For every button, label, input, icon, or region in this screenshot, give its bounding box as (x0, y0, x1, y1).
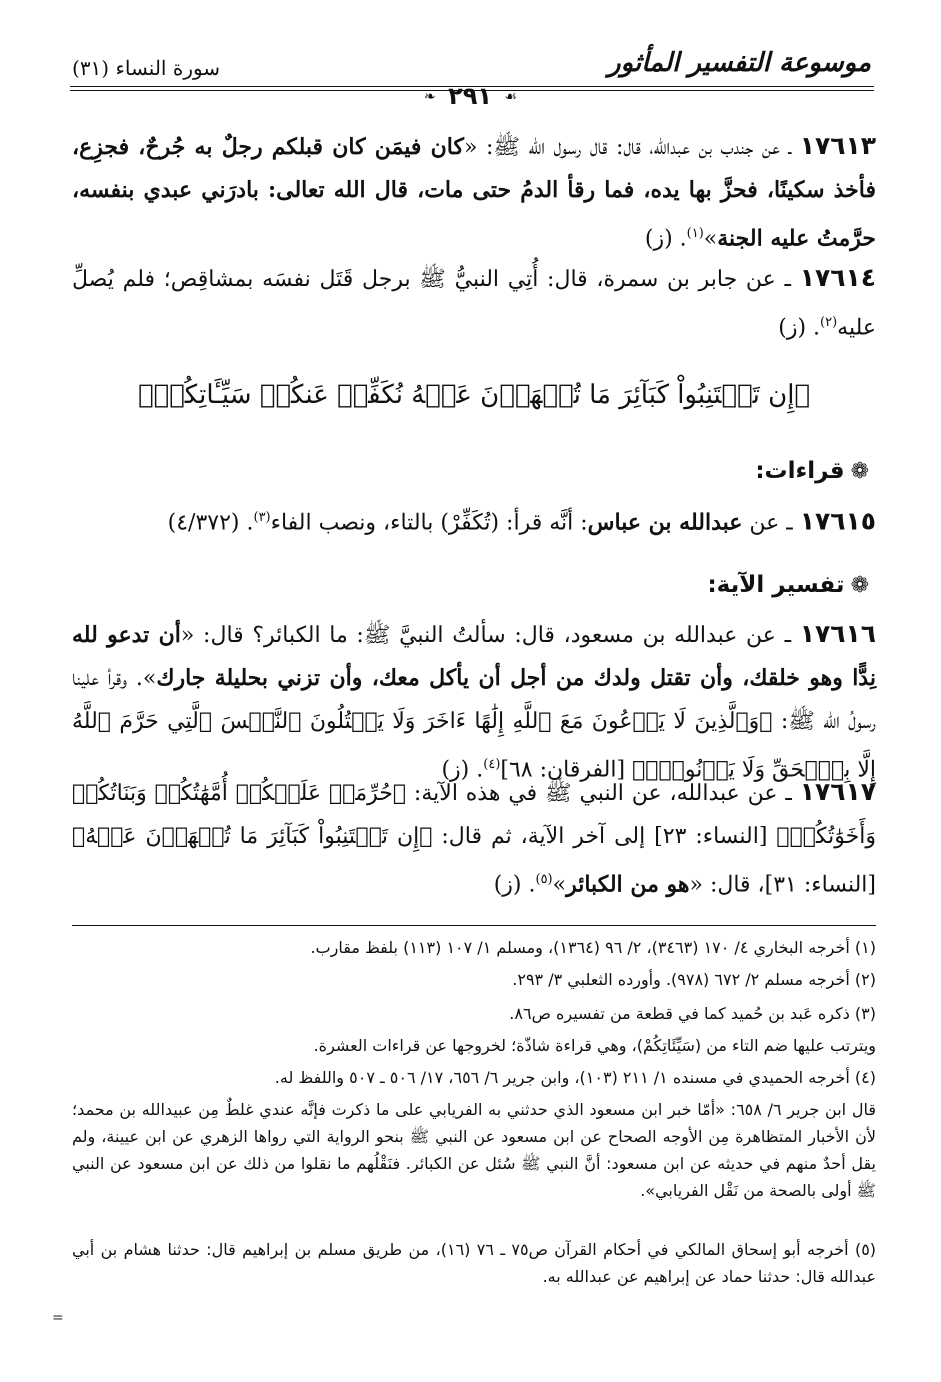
flower-icon: ❁ (850, 459, 869, 484)
hadith-17613 (72, 124, 876, 260)
page-number-block (0, 82, 941, 110)
hadith-text: ـ عن جندب بن عبدالله، قال: قال رسول الله ﷺ: « (463, 135, 800, 160)
footnote-separator (72, 925, 876, 926)
hadith-number: ١٧٦١٧ (799, 777, 876, 806)
hadith-17616 (72, 612, 876, 791)
hadith-bold-text: أن تدعو لله نِدًّا وهو خلقك، وأن تقتل ولدك من أجل أن يأكل معك، وأن تزني بحليلة جارك (72, 622, 876, 691)
footnote-2: (٢) أخرجه مسلم ٢/ ٦٧٢ (٩٧٨). وأورده الثعلبي ٣/ ٢٩٣. (512, 970, 876, 989)
hadith-text: : أنَّه قرأ: (تُكَفِّرْ) بالتاء، ونصب الفاء (270, 510, 588, 536)
footnote-ref: (٣) (253, 510, 271, 525)
hadith-17614 (72, 256, 876, 349)
narrator-name: عبدالله بن عباس (587, 509, 743, 536)
source-tag: . (٤/٣٧٢) (167, 510, 254, 536)
book-title: موسوعة التفسير المأثور (608, 48, 871, 78)
footnote-ref: (٥) (535, 872, 553, 887)
footnote-1: (١) أخرجه البخاري ٤/ ١٧٠ (٣٤٦٣)، ٢/ ٩٦ (١٣٦٤)، ومسلم ١/ ١٠٧ (١١٣) بلفظ مقارب. (310, 938, 876, 957)
heading-label: تفسير الآية: (707, 572, 845, 598)
ornament-icon: ❧ (424, 89, 436, 105)
footnote-ref: (٢) (820, 315, 838, 330)
quran-quote: ﴿وَٱلَّذِينَ لَا يَدۡعُونَ مَعَ ٱللَّهِ إِلَٰهًا ءَاخَرَ وَلَا يَقۡتُلُونَ ٱلنَّفۡسَ ٱلَّتِي حَرَّمَ ٱللَّهُ إِلَّا بِٱلۡحَقِّ وَلَا يَزۡنُونَۚ﴾ (72, 709, 876, 783)
footnote-ref: (٤) (483, 757, 501, 772)
hadith-17617 (72, 770, 876, 906)
quran-verse-heading: ﴿إِن تَجۡتَنِبُواْ كَبَآئِرَ مَا تُنۡهَوۡنَ عَنۡهُ نُكَفِّرۡ عَنكُمۡ سَيِّـَٔاتِكُمۡ﴾ (137, 380, 811, 410)
hadith-number: ١٧٦١٥ (799, 506, 876, 536)
surah-label: سورة النساء (٣١) (72, 56, 221, 80)
hadith-number: ١٧٦١٤ (799, 263, 876, 292)
source-tag: . (ز) (778, 315, 821, 341)
ornament-icon: ☙ (504, 89, 517, 105)
edge-mark: = (52, 1310, 64, 1326)
hadith-text: ـ عن عبدالله، عن النبي ﷺ في هذه الآية: (406, 781, 800, 806)
quran-quote: ﴿إِن تَجۡتَنِبُواْ كَبَآئِرَ مَا تُنۡهَوۡنَ عَنۡهُ﴾ (72, 824, 433, 849)
hadith-bold-text: كان فيمَن كان قبلكم رجلٌ به جُرحٌ، فجزِع، فأخذ سكينًا، فحزَّ بها يده، فما رقأ الدمُ حتى مات، قال الله تعالى: بادرَني عبدي بنفسه، حرَّمتُ عليه الجنة (72, 134, 877, 252)
hadith-text: ـ عن عبدالله بن مسعود، قال: سألتُ النبيَّ ﷺ: ما الكبائر؟ قال: « (180, 623, 800, 648)
hadith-number: ١٧٦١٦ (799, 619, 876, 648)
section-heading-tafsir (707, 572, 869, 598)
hadith-17615 (72, 496, 876, 544)
footnote-3: (٣) ذكره عَبد بن حُميد كما في قطعة من تفسيره ص٨٦. (509, 1004, 876, 1023)
hadith-text: ». وقرأ علينا رسولُ الله ﷺ: (72, 666, 876, 734)
hadith-text: ـ عن جابر بن سمرة، قال: أُتِي النبيُّ ﷺ برجل قَتَل نفسَه بمشاقِص؛ فلم يُصلِّ عليه (72, 267, 876, 341)
source-tag: . (ز) (644, 226, 687, 252)
heading-label: قراءات: (755, 458, 845, 484)
verse-reference: [النساء: ٣١]، قال: « (689, 872, 876, 898)
section-heading-qiraat (755, 458, 869, 484)
footnote-3-continued: ويترتب عليها ضم التاء من (سَيِّئَاتِكُمْ)، وهي قراءة شاذّة؛ لخروجها عن قراءات العشرة. (313, 1036, 876, 1055)
verse-reference: [الفرقان: ٦٨] (500, 757, 633, 783)
hadith-number: ١٧٦١٣ (799, 131, 876, 160)
source-tag: . (ز) (493, 872, 536, 898)
verse-reference: [النساء: ٢٣] إلى آخر الآية، ثم قال: (432, 824, 777, 849)
footnote-ref: (١) (686, 226, 704, 241)
flower-icon: ❁ (850, 573, 869, 598)
source-tag: . (ز) (441, 757, 484, 783)
footnote-4-continued: قال ابن جرير ٦/ ٦٥٨: «أمّا خبر ابن مسعود الذي حدثني به الفريابي على ما ذكرت فإنَّه عندي غلطٌ مِن عبيدالله بن محمد؛ لأن الأخبار المتظاهرة مِن الأوجه الصحاح عن ابن مسعود عن النبي ﷺ بنحو الرواية التي رواها الزهري عن ابن عيينة، ولم يقل أحدٌ منهم في حديثه عن ابن مسعود: أنَّ النبي ﷺ سُئل عن الكبائر. فنَقْلُهم ما نقلوا من ذلك عن ابن مسعود عن النبي ﷺ أولى بالصحة من نَقْل الفريابي». (72, 1100, 876, 1200)
quran-quote: ﴿حُرِّمَتۡ عَلَيۡكُمۡ أُمَّهَٰتُكُمۡ وَبَنَاتُكُمۡ وَأَخَوَٰتُكُمۡ﴾ (72, 781, 876, 849)
quote-close: » (552, 872, 567, 898)
page-number: ٢٩١ (448, 82, 493, 110)
hadith-bold-text: هو من الكبائر (566, 871, 690, 898)
quote-close: » (703, 226, 718, 252)
footnote-5: (٥) أخرجه أبو إسحاق المالكي في أحكام القرآن ص٧٥ ـ ٧٦ (١٦)، من طريق مسلم بن إبراهيم قال: حدثنا هشام بن أبي عبدالله قال: حدثنا حماد عن إبراهيم عن عبدالله به. (72, 1240, 877, 1286)
hadith-text: ـ عن (742, 510, 800, 536)
footnote-4: (٤) أخرجه الحميدي في مسنده ١/ ٢١١ (١٠٣)، وابن جرير ٦/ ٦٥٦، ١٧/ ٥٠٦ ـ ٥٠٧ واللفظ له. (274, 1068, 876, 1087)
